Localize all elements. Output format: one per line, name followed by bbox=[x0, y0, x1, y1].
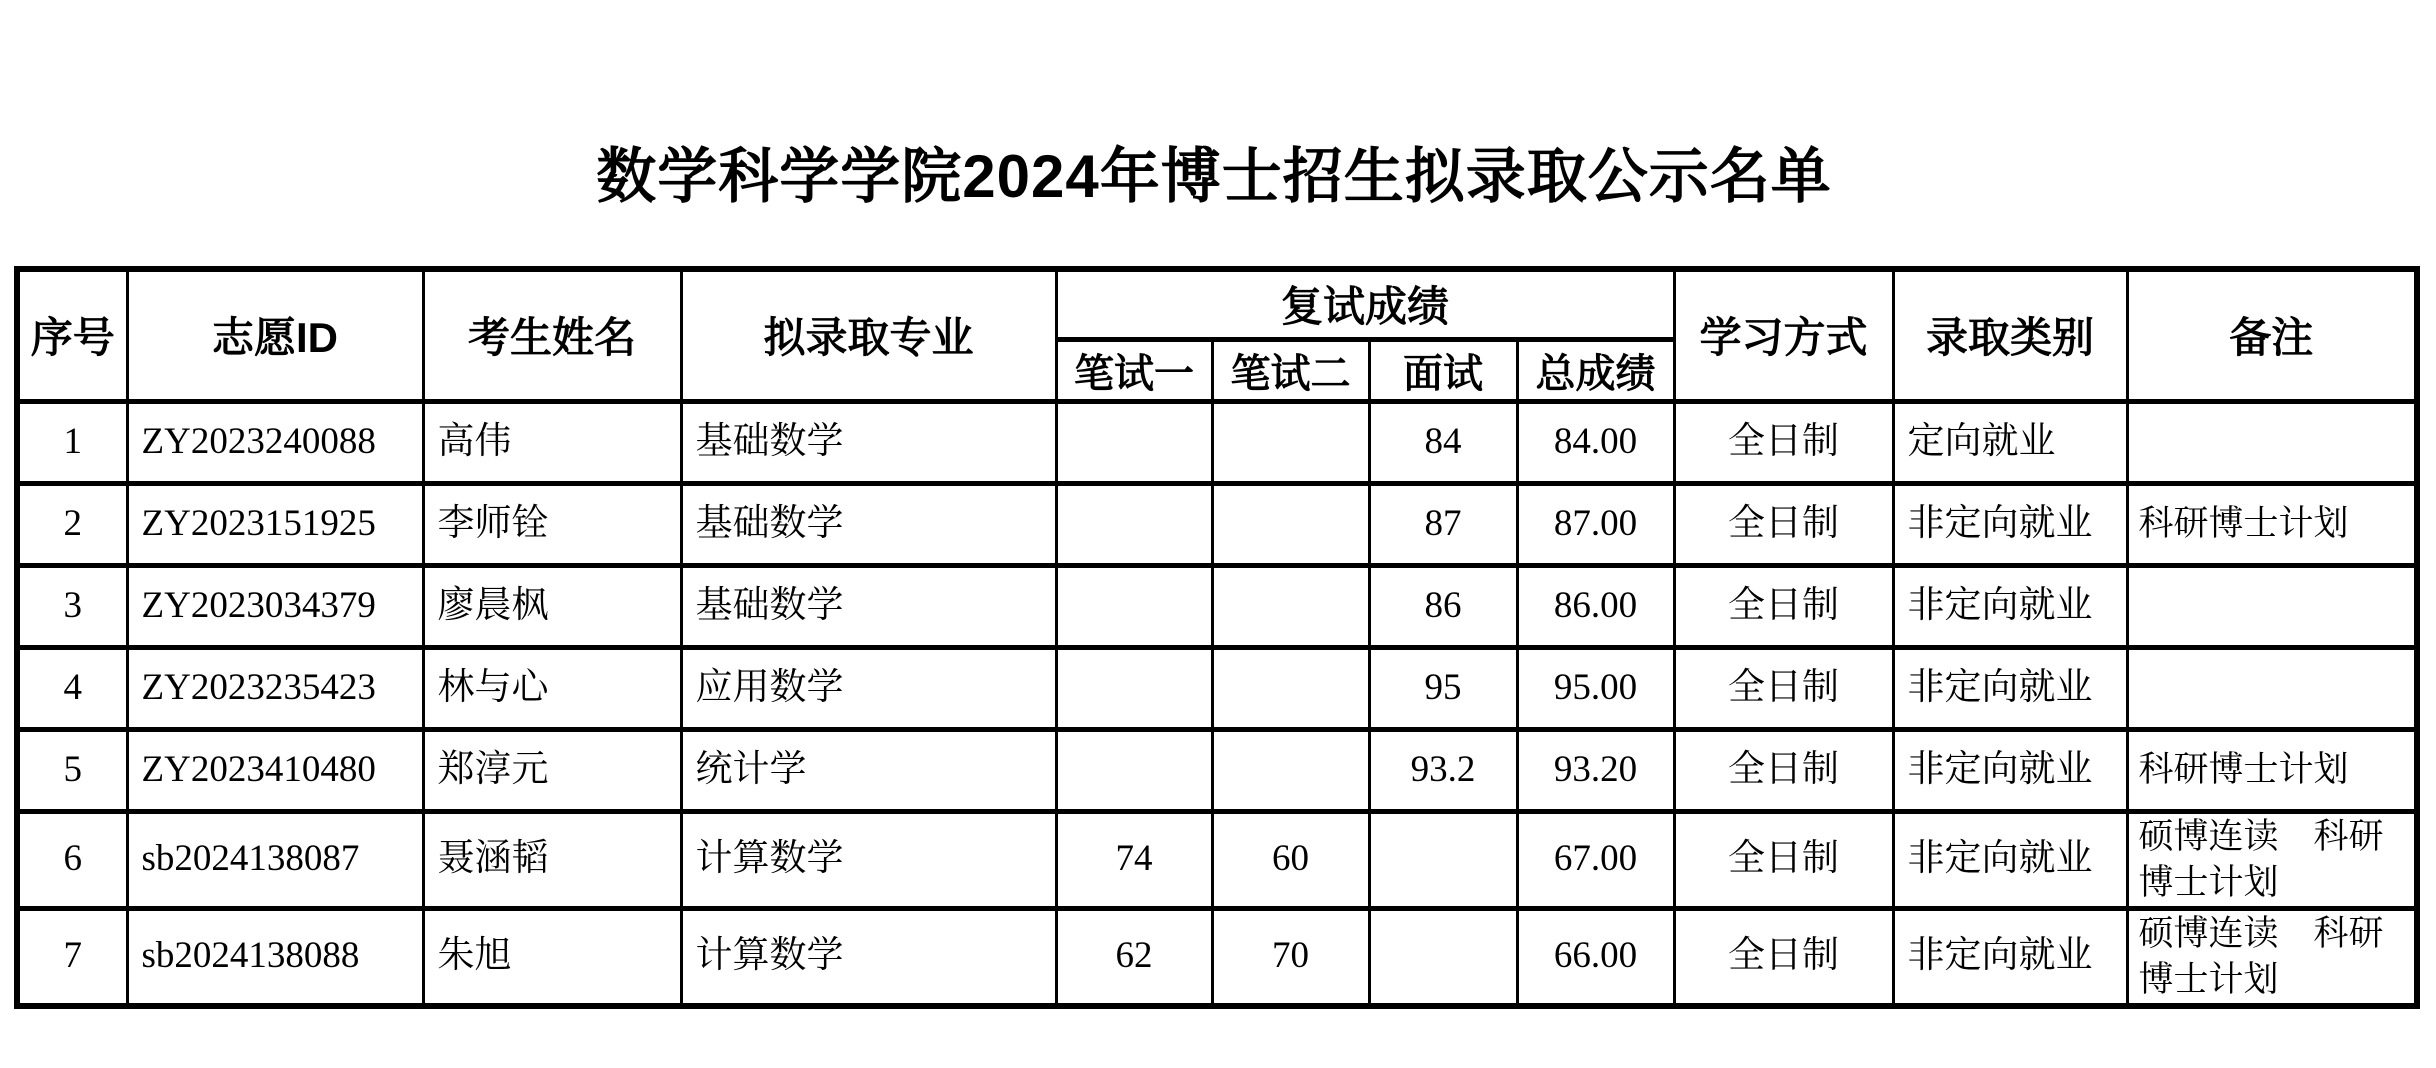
cell-admission-category: 非定向就业 bbox=[1893, 647, 2127, 729]
col-header-remarks: 备注 bbox=[2127, 269, 2417, 401]
cell-no: 7 bbox=[17, 908, 127, 1006]
cell-remarks: 科研博士计划 bbox=[2127, 483, 2417, 565]
cell-total-score: 93.20 bbox=[1517, 729, 1674, 811]
col-header-written-test-2: 笔试二 bbox=[1212, 339, 1369, 401]
cell-remarks bbox=[2127, 401, 2417, 483]
admission-table bbox=[14, 266, 2420, 1009]
cell-admission-category: 非定向就业 bbox=[1893, 729, 2127, 811]
table-header bbox=[17, 269, 2417, 401]
cell-proposed-major: 基础数学 bbox=[681, 483, 1056, 565]
cell-candidate-name: 李师铨 bbox=[423, 483, 681, 565]
cell-written-test-1 bbox=[1056, 483, 1212, 565]
cell-written-test-1 bbox=[1056, 565, 1212, 647]
cell-interview bbox=[1369, 908, 1517, 1006]
cell-application-id: ZY2023240088 bbox=[127, 401, 423, 483]
cell-total-score: 95.00 bbox=[1517, 647, 1674, 729]
cell-application-id: ZY2023034379 bbox=[127, 565, 423, 647]
cell-study-mode: 全日制 bbox=[1674, 811, 1893, 908]
cell-total-score: 67.00 bbox=[1517, 811, 1674, 908]
table-row bbox=[17, 401, 2417, 483]
cell-admission-category: 非定向就业 bbox=[1893, 483, 2127, 565]
cell-proposed-major: 计算数学 bbox=[681, 811, 1056, 908]
cell-total-score: 84.00 bbox=[1517, 401, 1674, 483]
table-row bbox=[17, 811, 2417, 908]
cell-written-test-2 bbox=[1212, 729, 1369, 811]
cell-total-score: 86.00 bbox=[1517, 565, 1674, 647]
cell-admission-category: 非定向就业 bbox=[1893, 908, 2127, 1006]
cell-remarks: 硕博连读 科研博士计划 bbox=[2127, 908, 2417, 1006]
table-row bbox=[17, 565, 2417, 647]
cell-written-test-2: 60 bbox=[1212, 811, 1369, 908]
col-header-proposed-major: 拟录取专业 bbox=[681, 269, 1056, 401]
cell-candidate-name: 聂涵韬 bbox=[423, 811, 681, 908]
table-row bbox=[17, 908, 2417, 1006]
cell-written-test-1 bbox=[1056, 647, 1212, 729]
cell-written-test-2 bbox=[1212, 401, 1369, 483]
cell-written-test-2 bbox=[1212, 647, 1369, 729]
cell-proposed-major: 应用数学 bbox=[681, 647, 1056, 729]
cell-no: 6 bbox=[17, 811, 127, 908]
col-header-interview: 面试 bbox=[1369, 339, 1517, 401]
cell-remarks: 硕博连读 科研博士计划 bbox=[2127, 811, 2417, 908]
cell-application-id: sb2024138088 bbox=[127, 908, 423, 1006]
cell-written-test-1: 74 bbox=[1056, 811, 1212, 908]
col-header-candidate-name: 考生姓名 bbox=[423, 269, 681, 401]
cell-no: 2 bbox=[17, 483, 127, 565]
cell-written-test-1 bbox=[1056, 401, 1212, 483]
page-title: 数学科学学院2024年博士招生拟录取公示名单 bbox=[596, 143, 1832, 210]
cell-admission-category: 非定向就业 bbox=[1893, 811, 2127, 908]
cell-study-mode: 全日制 bbox=[1674, 647, 1893, 729]
col-header-admission-category: 录取类别 bbox=[1893, 269, 2127, 401]
col-header-retest-group: 复试成绩 bbox=[1056, 269, 1674, 339]
cell-candidate-name: 高伟 bbox=[423, 401, 681, 483]
cell-study-mode: 全日制 bbox=[1674, 729, 1893, 811]
cell-remarks: 科研博士计划 bbox=[2127, 729, 2417, 811]
cell-interview: 93.2 bbox=[1369, 729, 1517, 811]
col-header-total-score: 总成绩 bbox=[1517, 339, 1674, 401]
cell-no: 5 bbox=[17, 729, 127, 811]
cell-written-test-2: 70 bbox=[1212, 908, 1369, 1006]
cell-proposed-major: 统计学 bbox=[681, 729, 1056, 811]
cell-total-score: 66.00 bbox=[1517, 908, 1674, 1006]
cell-no: 4 bbox=[17, 647, 127, 729]
cell-admission-category: 非定向就业 bbox=[1893, 565, 2127, 647]
cell-candidate-name: 林与心 bbox=[423, 647, 681, 729]
cell-total-score: 87.00 bbox=[1517, 483, 1674, 565]
cell-interview: 86 bbox=[1369, 565, 1517, 647]
header-row-top bbox=[17, 269, 2417, 339]
cell-admission-category: 定向就业 bbox=[1893, 401, 2127, 483]
cell-proposed-major: 基础数学 bbox=[681, 565, 1056, 647]
cell-written-test-1: 62 bbox=[1056, 908, 1212, 1006]
cell-no: 1 bbox=[17, 401, 127, 483]
col-header-application-id: 志愿ID bbox=[127, 269, 423, 401]
table-row bbox=[17, 647, 2417, 729]
cell-application-id: sb2024138087 bbox=[127, 811, 423, 908]
cell-study-mode: 全日制 bbox=[1674, 483, 1893, 565]
cell-remarks bbox=[2127, 565, 2417, 647]
cell-application-id: ZY2023151925 bbox=[127, 483, 423, 565]
table-row bbox=[17, 483, 2417, 565]
cell-candidate-name: 朱旭 bbox=[423, 908, 681, 1006]
cell-candidate-name: 郑淳元 bbox=[423, 729, 681, 811]
cell-interview: 84 bbox=[1369, 401, 1517, 483]
cell-written-test-2 bbox=[1212, 483, 1369, 565]
cell-interview: 95 bbox=[1369, 647, 1517, 729]
page bbox=[0, 143, 2436, 1068]
cell-application-id: ZY2023410480 bbox=[127, 729, 423, 811]
cell-study-mode: 全日制 bbox=[1674, 401, 1893, 483]
cell-no: 3 bbox=[17, 565, 127, 647]
cell-proposed-major: 基础数学 bbox=[681, 401, 1056, 483]
col-header-study-mode: 学习方式 bbox=[1674, 269, 1893, 401]
cell-proposed-major: 计算数学 bbox=[681, 908, 1056, 1006]
table-body bbox=[17, 401, 2417, 1006]
cell-remarks bbox=[2127, 647, 2417, 729]
cell-study-mode: 全日制 bbox=[1674, 908, 1893, 1006]
cell-study-mode: 全日制 bbox=[1674, 565, 1893, 647]
cell-written-test-2 bbox=[1212, 565, 1369, 647]
table-row bbox=[17, 729, 2417, 811]
col-header-no: 序号 bbox=[17, 269, 127, 401]
cell-candidate-name: 廖晨枫 bbox=[423, 565, 681, 647]
col-header-written-test-1: 笔试一 bbox=[1056, 339, 1212, 401]
cell-written-test-1 bbox=[1056, 729, 1212, 811]
cell-interview bbox=[1369, 811, 1517, 908]
cell-application-id: ZY2023235423 bbox=[127, 647, 423, 729]
cell-interview: 87 bbox=[1369, 483, 1517, 565]
